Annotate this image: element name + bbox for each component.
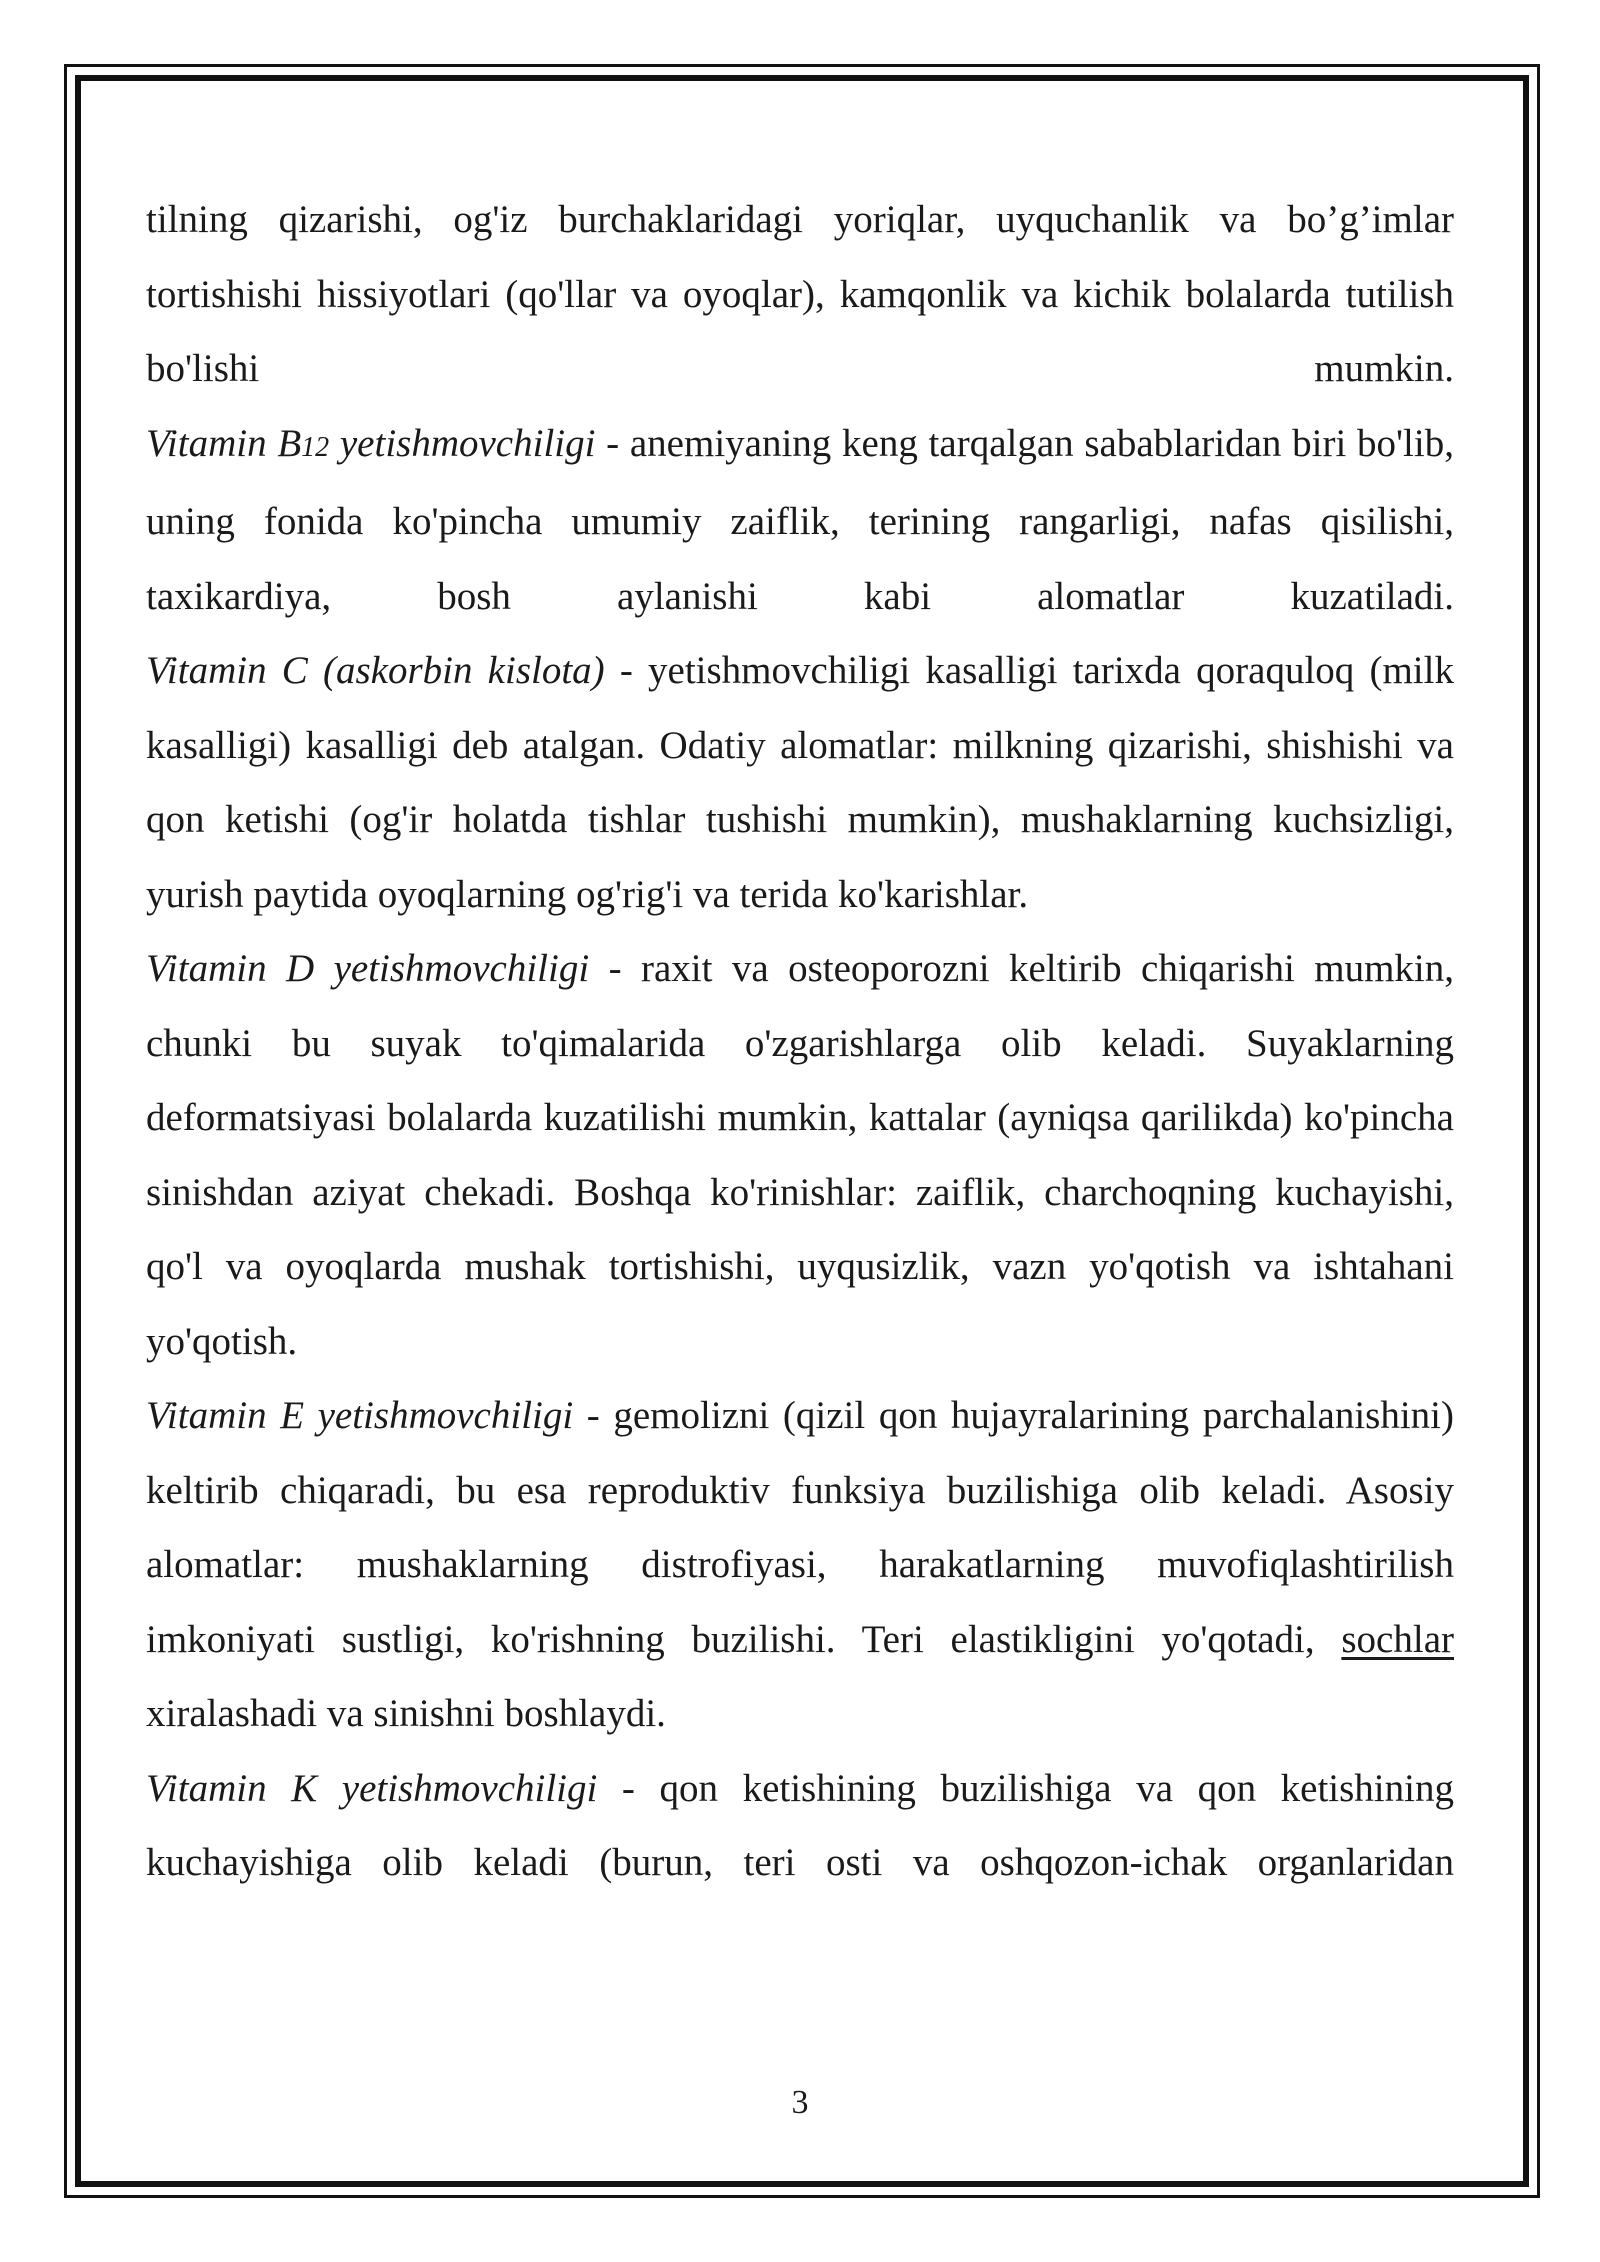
paragraph-symptoms-continued [146, 183, 1454, 407]
paragraph-vitamin-e [146, 1379, 1454, 1752]
term-text: Vitamin B [146, 421, 302, 465]
term-subscript: 12 [301, 431, 330, 463]
term-text-suffix: yetishmovchiligi [329, 421, 596, 465]
paragraph-text: tilning qizarishi, og'iz burchaklaridagi yoriqlar, uyquchanlik va bo’g’imlar tortishishi hissiyotlari (qo'llar va oyoqlar), kamqonlik va kichik bolalarda tutilish bo'lishi mumkin. [146, 198, 1454, 390]
paragraph-vitamin-b12 [146, 407, 1454, 635]
paragraph-text: - anemiyaning keng tarqalgan sabablaridan biri bo'lib, uning fonida ko'pincha umumiy zaiflik, terining rangarligi, nafas qisilishi, taxikardiya, bosh aylanishi kabi alomatlar kuzatiladi. [146, 421, 1454, 618]
paragraph-text: - qon ketishining buzilishiga va qon ketishining kuchayishiga olib keladi (burun, teri osti va oshqozon-ichak organlaridan [146, 1766, 1454, 1884]
term-vitamin-k: Vitamin K yetishmovchiligi [146, 1766, 598, 1810]
paragraph-text-end: xiralashadi va sinishni boshlaydi. [146, 1692, 666, 1735]
term-vitamin-c: Vitamin C (askorbin kislota) [146, 649, 605, 692]
paragraph-text: - gemolizni (qizil qon hujayralarining parchalanishini) keltirib chiqaradi, bu esa reproduktiv funksiya buzilishiga olib keladi. Asosiy alomatlar: mushaklarning distrofiyasi, harakatlarning muvofiqlashtirilish imkoniyati sustligi, ko'rishning buzilishi. Teri elastikligini yo'qotadi, [146, 1394, 1454, 1661]
paragraph-vitamin-d [146, 932, 1454, 1379]
document-body [146, 183, 1454, 1901]
paragraph-text: - raxit va osteoporozni keltirib chiqarishi mumkin, chunki bu suyak to'qimalarida o'zgarishlarga olib keladi. Suyaklarning deformatsiyasi bolalarda kuzatilishi mumkin, kattalar (ayniqsa qarilikda) ko'pincha sinishdan aziyat chekadi. Boshqa ko'rinishlar: zaiflik, charchoqning kuchayishi, qo'l va oyoqlarda mushak tortishishi, uyqusizlik, vazn yo'qotish va ishtahani yo'qotish. [146, 947, 1454, 1363]
underlined-word: sochlar [1341, 1617, 1454, 1661]
paragraph-vitamin-k [146, 1752, 1454, 1901]
term-vitamin-d: Vitamin D yetishmovchiligi [146, 947, 590, 990]
page-number: 3 [791, 2084, 809, 2121]
paragraph-vitamin-c [146, 634, 1454, 932]
term-vitamin-e: Vitamin E yetishmovchiligi [146, 1394, 574, 1437]
term-vitamin-b12 [146, 422, 595, 465]
paragraph-text: - yetishmovchiligi kasalligi tarixda qoraquloq (milk kasalligi) kasalligi deb atalgan. Odatiy alomatlar: milkning qizarishi, shishishi va qon ketishi (og'ir holatda tishlar tushishi mumkin), mushaklarning kuchsizligi, yurish paytida oyoqlarning og'rig'i va terida ko'karishlar. [146, 649, 1454, 916]
